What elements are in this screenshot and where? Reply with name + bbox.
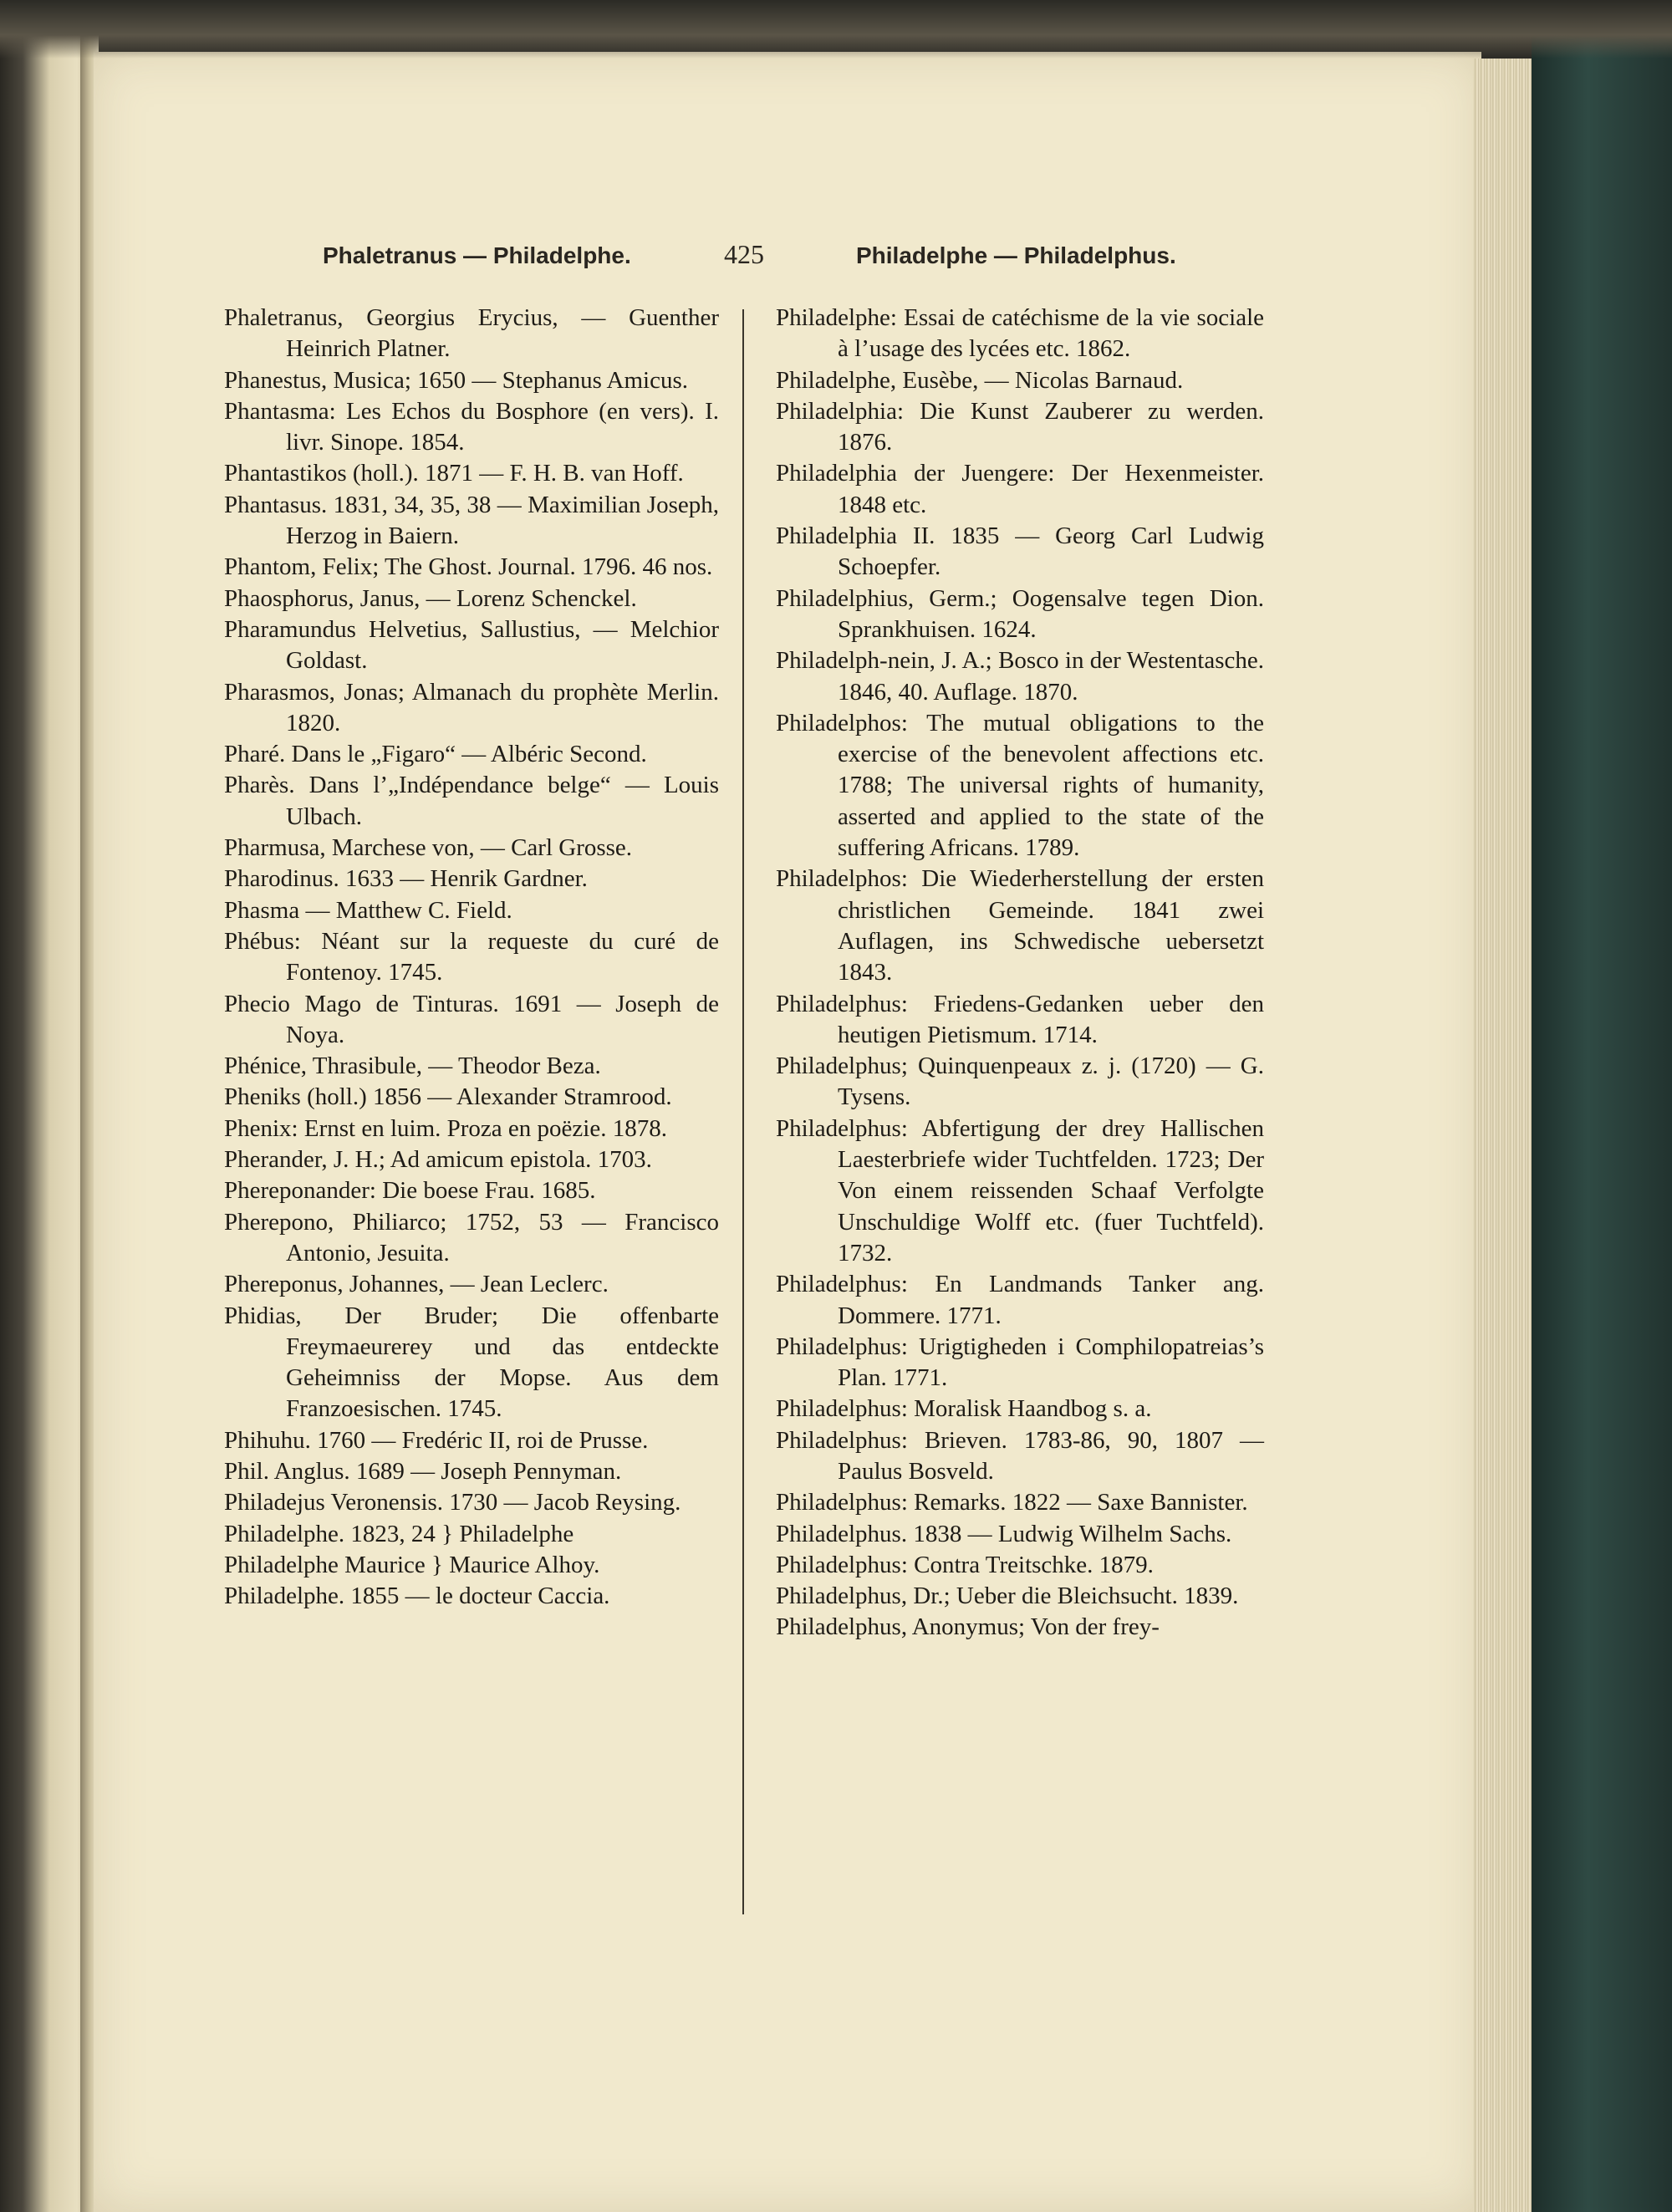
book-right-cover	[1532, 0, 1672, 2212]
index-entry: Philadelphus, Anonymus; Von der frey-	[776, 1613, 1160, 1641]
index-entry: Phébus: Néant sur la requeste du curé de Fontenoy. 1745.	[224, 927, 719, 986]
index-entry: Philadelphus: Moralisk Haandbog s. a.	[776, 1395, 1152, 1423]
page-number: 425	[724, 239, 764, 269]
index-entry: Philadelphe. 1855 — le docteur Caccia.	[224, 1583, 610, 1610]
index-entry: Pharé. Dans le „Figaro“ — Albéric Second.	[224, 741, 647, 768]
running-head-right: Philadelphe — Philadelphus.	[856, 242, 1176, 268]
index-entry: Phantasma: Les Echos du Bosphore (en vers). I. livr. Sinope. 1854.	[224, 397, 719, 456]
page-edges	[1473, 59, 1532, 2212]
index-entry: Phantasus. 1831, 34, 35, 38 — Maximilian Joseph, Herzog in Baiern.	[224, 491, 719, 550]
index-entry: Pharmusa, Marchese von, — Carl Grosse.	[224, 834, 633, 862]
left-column	[224, 303, 719, 1612]
index-entry: Philadelphus: Urigtigheden i Comphilopatreias’s Plan. 1771.	[776, 1333, 1264, 1392]
index-entry: Phaosphorus, Janus, — Lorenz Schenckel.	[224, 584, 637, 612]
index-entry: Philadelphia der Juengere: Der Hexenmeister. 1848 etc.	[776, 460, 1264, 518]
index-entry: Philadelphos: Die Wiederherstellung der ersten christlichen Gemeinde. 1841 zwei Auflagen, ins Schwedische uebersetzt 1843.	[776, 865, 1264, 986]
index-entry: Philadelphus. 1838 — Ludwig Wilhelm Sachs.	[776, 1520, 1232, 1547]
index-entry: Philadelphus: Contra Treitschke. 1879.	[776, 1551, 1154, 1578]
index-entry: Phasma — Matthew C. Field.	[224, 896, 512, 924]
index-entry: Phil. Anglus. 1689 — Joseph Pennyman.	[224, 1457, 622, 1485]
index-entry: Phanestus, Musica; 1650 — Stephanus Amicus.	[224, 366, 689, 394]
index-entry: Philadelphos: The mutual obligations to the exercise of the benevolent affections etc. 1788; The universal rights of humanity, asserted and applied to the state of the suffering Africans. 1789.	[776, 709, 1264, 862]
running-head-left: Phaletranus — Philadelphe.	[323, 242, 631, 268]
index-entry: Philadelphus: En Landmands Tanker ang. Dommere. 1771.	[776, 1271, 1264, 1329]
index-entry: Philadelphia: Die Kunst Zauberer zu werden. 1876.	[776, 397, 1264, 456]
index-entry: Philadelphus: Friedens-Gedanken ueber den heutigen Pietismum. 1714.	[776, 990, 1264, 1048]
index-entry: Pharasmos, Jonas; Almanach du prophète Merlin. 1820.	[224, 678, 719, 736]
index-entry: Pharès. Dans l’„Indépendance belge“ — Louis Ulbach.	[224, 772, 719, 830]
column-rule	[742, 309, 744, 1914]
index-entry: Pharodinus. 1633 — Henrik Gardner.	[224, 865, 588, 893]
index-entry: Philadelphus: Brieven. 1783-86, 90, 1807 — Paulus Bosveld.	[776, 1426, 1264, 1485]
index-entry: Philadelph-nein, J. A.; Bosco in der Westentasche. 1846, 40. Auflage. 1870.	[776, 647, 1264, 706]
index-entry: Pherepono, Philiarco; 1752, 53 — Francisco Antonio, Jesuita.	[224, 1208, 719, 1267]
index-entry: Phereponander: Die boese Frau. 1685.	[224, 1177, 596, 1205]
index-entry: Phecio Mago de Tinturas. 1691 — Joseph de Noya.	[224, 990, 719, 1048]
index-entry: Phantastikos (holl.). 1871 — F. H. B. van Hoff.	[224, 460, 684, 487]
index-entry: Phidias, Der Bruder; Die offenbarte Freymaeurerey und das entdeckte Geheimniss der Mopse. Aus dem Franzoesischen. 1745.	[224, 1302, 719, 1423]
index-entry: Philadelphe Maurice } Maurice Alhoy.	[224, 1551, 600, 1578]
index-entry: Philadelphus: Remarks. 1822 — Saxe Bannister.	[776, 1489, 1248, 1516]
index-entry: Philadelphius, Germ.; Oogensalve tegen Dion. Sprankhuisen. 1624.	[776, 584, 1264, 643]
index-entry: Philadejus Veronensis. 1730 — Jacob Reysing.	[224, 1489, 681, 1516]
right-column	[776, 303, 1264, 1644]
index-entry: Pheniks (holl.) 1856 — Alexander Stramrood.	[224, 1083, 672, 1111]
index-entry: Philadelphus: Abfertigung der drey Hallischen Laesterbriefe wider Tuchtfelden. 1723; Der Von einem reissenden Schaaf Verfolgte Unschuldige Wolff etc. (fuer Tuchtfeld). 1732.	[776, 1114, 1264, 1267]
index-entry: Philadelphus; Quinquenpeaux z. j. (1720) — G. Tysens.	[776, 1052, 1264, 1111]
index-entry: Phihuhu. 1760 — Fredéric II, roi de Prusse.	[224, 1426, 649, 1454]
index-entry: Phantom, Felix; The Ghost. Journal. 1796. 46 nos.	[224, 553, 713, 581]
index-entry: Philadelphe. 1823, 24 } Philadelphe	[224, 1520, 574, 1547]
index-entry: Philadelphe: Essai de catéchisme de la vie sociale à l’usage des lycées etc. 1862.	[776, 304, 1264, 363]
index-entry: Pherander, J. H.; Ad amicum epistola. 1703.	[224, 1146, 652, 1174]
index-entry: Phaletranus, Georgius Erycius, — Guenther Heinrich Platner.	[224, 304, 719, 363]
top-shadow	[0, 0, 1672, 59]
index-entry: Pharamundus Helvetius, Sallustius, — Melchior Goldast.	[224, 615, 719, 675]
index-entry: Phereponus, Johannes, — Jean Leclerc.	[224, 1271, 609, 1298]
index-entry: Philadelphia II. 1835 — Georg Carl Ludwig Schoepfer.	[776, 522, 1264, 581]
index-entry: Phénice, Thrasibule, — Theodor Beza.	[224, 1052, 601, 1080]
index-entry: Phenix: Ernst en luim. Proza en poëzie. 1878.	[224, 1114, 667, 1142]
index-entry: Philadelphe, Eusèbe, — Nicolas Barnaud.	[776, 366, 1184, 394]
index-entry: Philadelphus, Dr.; Ueber die Bleichsucht. 1839.	[776, 1583, 1239, 1610]
book-left-cover	[0, 0, 90, 2212]
